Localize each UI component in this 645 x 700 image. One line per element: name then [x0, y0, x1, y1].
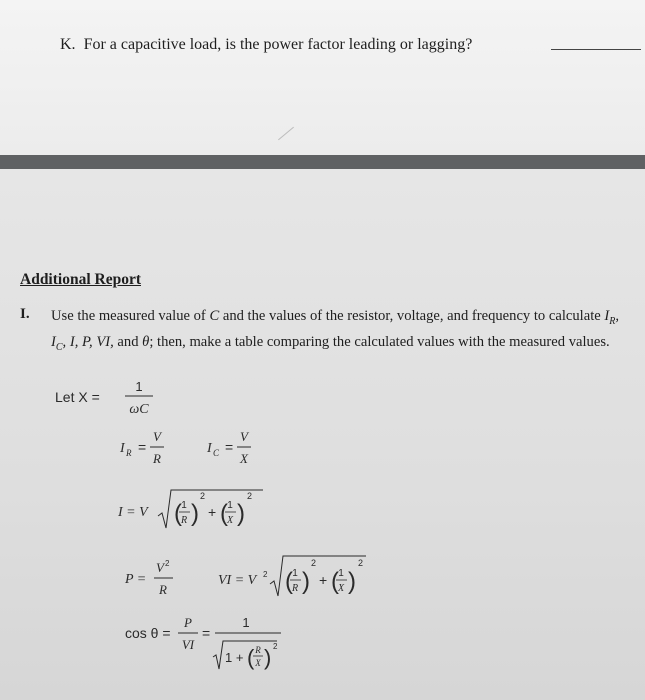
svg-text:2: 2 [165, 559, 170, 568]
svg-text:X: X [337, 583, 345, 594]
section-title: Additional Report [20, 271, 141, 288]
svg-text:R: R [255, 645, 261, 655]
equation-vi [218, 552, 368, 605]
svg-text:V: V [156, 560, 164, 575]
svg-text:(: ( [174, 500, 182, 527]
svg-text:I: I [207, 441, 212, 456]
question-text: For a capacitive load, is the power factor leading or lagging? [83, 36, 473, 53]
svg-text:(: ( [247, 645, 255, 670]
item-text: Use the measured value of C and the values of the resistor, voltage, and frequency to calculate $I_R$, $I_C$, I, P, VI, and θ; then, make a table comparing the calculated values with the measured values. [51, 308, 620, 353]
svg-text:VI = V: VI = V [218, 573, 257, 588]
svg-text:P =: P = [125, 572, 147, 587]
svg-text:X: X [240, 451, 248, 466]
svg-text:I = V: I = V [118, 505, 148, 520]
svg-text:R: R [180, 515, 188, 526]
svg-text:2: 2 [263, 570, 268, 579]
equation-p [125, 558, 185, 605]
item-vars: $I_R$, $I_C$, I, P, VI, [51, 308, 620, 353]
svg-text:R: R [159, 582, 167, 597]
svg-text:=: = [138, 439, 147, 455]
upper-page [0, 0, 645, 155]
svg-text:1 +: 1 + [225, 650, 244, 665]
svg-text:=: = [225, 439, 234, 455]
svg-text:+: + [319, 572, 328, 588]
svg-text:1: 1 [338, 568, 344, 579]
svg-text:+: + [208, 504, 217, 520]
svg-text:2: 2 [311, 558, 317, 568]
svg-text:I: I [120, 441, 125, 456]
svg-text:ωC: ωC [129, 402, 149, 417]
lower-page [0, 169, 645, 700]
svg-text:=: = [202, 625, 211, 641]
svg-text:): ) [191, 500, 199, 527]
equation-cos [125, 612, 295, 679]
svg-text:): ) [264, 645, 272, 670]
item-number: I. [20, 306, 30, 322]
svg-text:Let X =: Let X = [55, 389, 100, 405]
svg-text:2: 2 [247, 491, 253, 501]
equation-ic [207, 428, 267, 473]
question-letter: K. [60, 36, 76, 53]
svg-text:V: V [153, 429, 161, 444]
svg-text:2: 2 [273, 642, 278, 651]
svg-text:X: X [255, 658, 261, 668]
svg-text:R: R [126, 448, 132, 458]
svg-text:): ) [302, 568, 310, 595]
question-k [60, 36, 472, 54]
svg-text:(: ( [285, 568, 293, 595]
svg-text:(: ( [220, 500, 228, 527]
svg-text:R: R [153, 451, 161, 466]
svg-text:cos θ =: cos θ = [125, 625, 171, 641]
svg-text:C: C [213, 448, 220, 458]
answer-blank-line [551, 49, 641, 50]
svg-text:1: 1 [135, 379, 143, 394]
page-divider-bar [0, 155, 645, 169]
equation-ir [120, 428, 180, 473]
svg-text:2: 2 [358, 558, 364, 568]
svg-text:1: 1 [181, 500, 187, 511]
equation-let-x [55, 378, 155, 423]
svg-text:X: X [226, 515, 234, 526]
svg-text:R: R [291, 583, 299, 594]
svg-text:): ) [237, 500, 245, 527]
equation-i [118, 486, 268, 537]
svg-text:(: ( [331, 568, 339, 595]
svg-text:1: 1 [227, 500, 233, 511]
svg-text:2: 2 [200, 491, 206, 501]
svg-text:V: V [240, 429, 248, 444]
svg-text:VI: VI [181, 637, 195, 652]
svg-text:P: P [184, 615, 192, 630]
svg-text:1: 1 [242, 615, 250, 630]
pen-mark [278, 127, 294, 141]
svg-text:): ) [348, 568, 356, 595]
svg-text:1: 1 [292, 568, 298, 579]
